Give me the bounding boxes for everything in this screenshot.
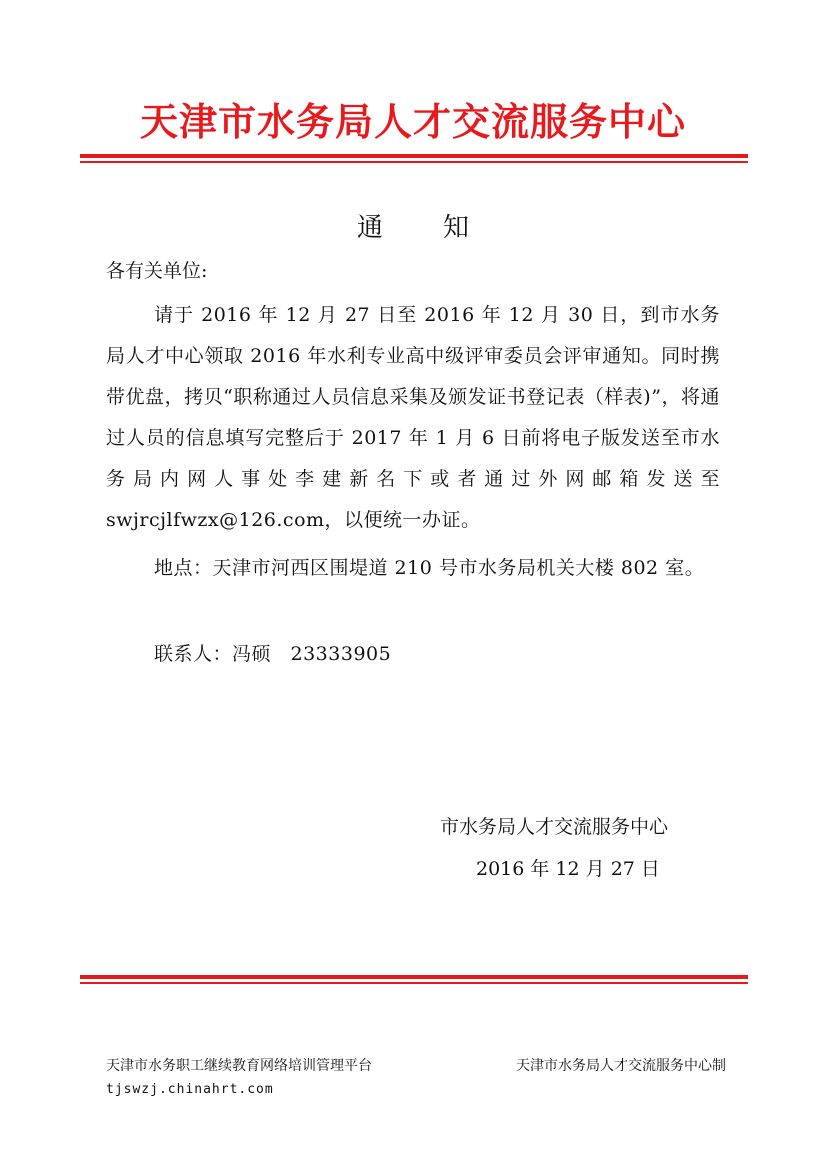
notice-body-paragraph: 请于 2016 年 12 月 27 日至 2016 年 12 月 30 日，到市水务局人才中心领取 2016 年水利专业高中级评审委员会评审通知。同时携带优盘，拷贝“职称通过人员信息采集及颁发证书登记表（样表)”，将通过人员的信息填写完整后于 2017 年 1 月 6 日前将电子版发送至市水务局内网人事处李建新名下或者通过外网邮箱发送至 swjrcjlfwzx@126.com，以便统一办证。	[106, 304, 720, 531]
signature-organization: 市水务局人才交流服务中心	[440, 816, 669, 838]
addressee: 各有关单位:	[106, 260, 208, 282]
contact-paragraph: 联系人：冯硕 23333905	[154, 643, 392, 665]
footer-url[interactable]: tjswzj.chinahrt.com	[106, 1082, 274, 1097]
letterhead-rule-thin	[80, 161, 748, 163]
location-paragraph: 地点：天津市河西区围堤道 210 号市水务局机关大楼 802 室。	[154, 557, 705, 579]
footer-platform: 天津市水务职工继续教育网络培训管理平台	[106, 1058, 372, 1074]
notice-heading: 通知	[356, 213, 529, 243]
footer	[106, 1054, 726, 1102]
signature-block	[440, 806, 668, 890]
footer-row	[106, 1054, 726, 1078]
signature-date: 2016 年 12 月 27 日	[476, 858, 660, 880]
letterhead-title: 天津市水务局人才交流服务中心	[139, 100, 686, 144]
footer-rule-thin	[80, 982, 748, 984]
footer-producer: 天津市水务局人才交流服务中心制	[516, 1058, 726, 1074]
footer-rule-thick	[80, 975, 748, 979]
letterhead-rule-thick	[80, 154, 748, 158]
